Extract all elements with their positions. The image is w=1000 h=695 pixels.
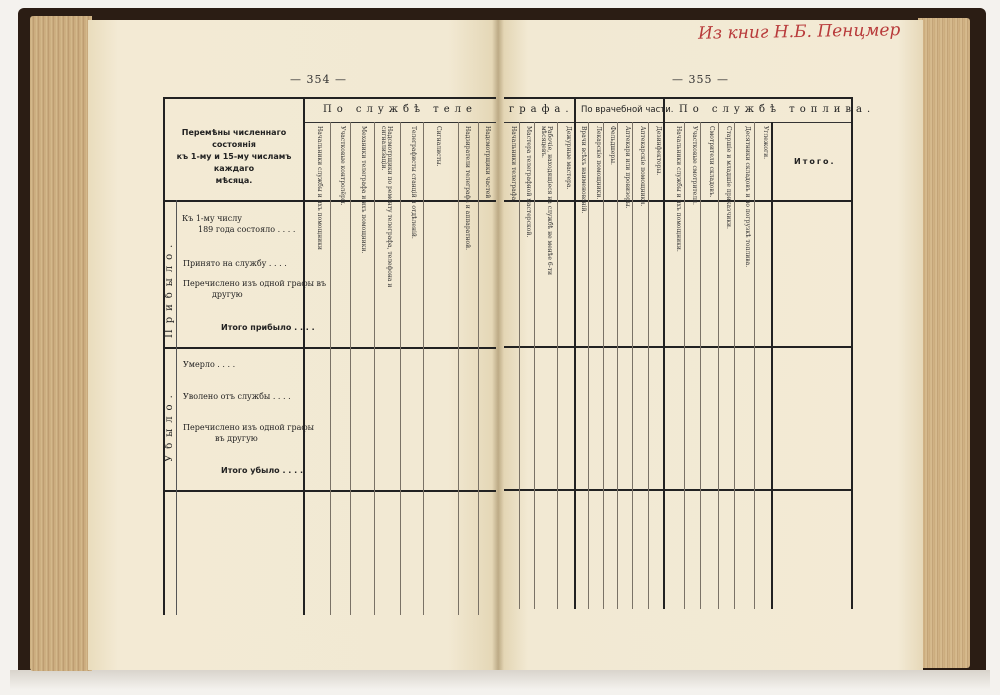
- row-label-line: Умерло . . . .: [183, 360, 235, 370]
- row-total-departed: Итого убыло . . . .: [221, 466, 303, 475]
- section-medical: По врачебной части.: [581, 105, 674, 115]
- table-left-border: [163, 97, 165, 615]
- main-header-line: Перемѣны численнаго состоянія: [181, 128, 287, 149]
- table-right-border: [851, 97, 853, 609]
- column-header: Надсмотрщики частей: [484, 126, 491, 199]
- left-page-edges: [30, 16, 92, 671]
- left-page-number: — 354 —: [290, 73, 347, 86]
- row-label-line: 189 года состояло . . . .: [198, 225, 295, 235]
- column-header: Телеграфисты станцій и отдѣленій.: [410, 126, 417, 239]
- label-column-border: [303, 97, 305, 615]
- book-gutter: [492, 20, 504, 670]
- col-rule: [374, 122, 375, 615]
- section-telegraph-right: графа.: [509, 104, 574, 115]
- column-header: Десятники складовъ и по погрузкѣ топлива.: [744, 126, 751, 268]
- col-rule: [734, 122, 735, 609]
- column-header: Механики телеграфа и ихъ помощники.: [360, 126, 367, 254]
- column-header: Лекарскіе помощники.: [595, 126, 602, 200]
- section-telegraph-left: По службѣ теле: [323, 104, 477, 115]
- col-rule: [330, 122, 331, 615]
- row-label-line: Къ 1-му числу: [182, 214, 242, 223]
- column-header: Участковые контролёры.: [339, 126, 346, 206]
- group-column-border: [176, 200, 177, 615]
- row-label-line: Перечислено изъ одной графы: [183, 423, 314, 432]
- col-rule: [400, 122, 401, 615]
- row-label-line: Уволено отъ службы . . . .: [183, 392, 291, 402]
- row-label-line: въ другую: [215, 434, 258, 443]
- column-header: Начальники службы и ихъ помощники: [316, 126, 323, 250]
- column-header: Смотрители складовъ.: [708, 126, 715, 198]
- group-departed-label: Убыло.: [164, 389, 175, 462]
- right-page: [498, 20, 923, 670]
- table-shadow: [10, 670, 990, 690]
- total-column-border: [771, 122, 773, 609]
- main-header-line: къ 1-му и 15-му числамъ каждаго: [176, 152, 292, 173]
- column-header: Надсмотрщики по ремонту телеграфа, телефона и сигнализаціи.: [380, 126, 393, 288]
- column-header: Старшіе и младшіе приказчики.: [725, 126, 732, 229]
- table-top-rule-right: [504, 97, 852, 99]
- col-rule: [754, 122, 755, 609]
- column-header: Начальники службы и ихъ помощники.: [675, 126, 682, 252]
- table-top-rule: [163, 97, 496, 99]
- column-header: Мастера телеграфной мастерской.: [525, 126, 532, 238]
- column-header: Сигналисты.: [435, 126, 442, 167]
- left-page: [88, 20, 498, 670]
- right-page-edges: [918, 18, 970, 668]
- column-header: Участковые смотрители.: [691, 126, 698, 205]
- col-rule: [700, 122, 701, 609]
- section-fuel: По службѣ топлива.: [679, 104, 876, 115]
- group-arrived-label: Прибыло.: [164, 238, 175, 338]
- table-main-header: [166, 127, 302, 187]
- col-rule: [423, 122, 424, 615]
- col-rule: [534, 122, 535, 609]
- fuel-section-border: [663, 97, 665, 609]
- row-label-line: Принято на службу . . . .: [183, 259, 287, 269]
- total-column-header: Итого.: [794, 157, 836, 166]
- column-header: Рабочіе, находящіеся на службѣ не менѣе 6-ти мѣсяцевъ.: [540, 126, 553, 275]
- col-rule: [350, 122, 351, 615]
- column-header: Дезинфекторы.: [655, 126, 662, 176]
- row-label-line: другую: [212, 290, 243, 299]
- column-header: Аптекарскіе помощники.: [639, 126, 646, 207]
- row-total-arrived: Итого прибыло . . . .: [221, 323, 315, 332]
- column-header: Врачи всѣхъ наименованій.: [580, 126, 587, 214]
- row-label-line: Перечислено изъ одной графы въ: [183, 279, 327, 288]
- column-header: Фельдшеры.: [609, 126, 616, 165]
- col-rule: [557, 122, 558, 609]
- column-header: Дежурные мастера.: [565, 126, 572, 190]
- main-header-line: мѣсяца.: [215, 176, 253, 185]
- column-header: Надзиратели телеграфа и аппаратной.: [464, 126, 471, 251]
- column-header: Аптекари или провизоры.: [624, 126, 631, 209]
- column-header: Начальники телеграфа.: [510, 126, 517, 203]
- right-page-number: — 355 —: [672, 73, 729, 86]
- handwritten-note: Из книг Н.Б. Пенцмер: [697, 20, 901, 44]
- column-header: Углежоги.: [762, 126, 769, 160]
